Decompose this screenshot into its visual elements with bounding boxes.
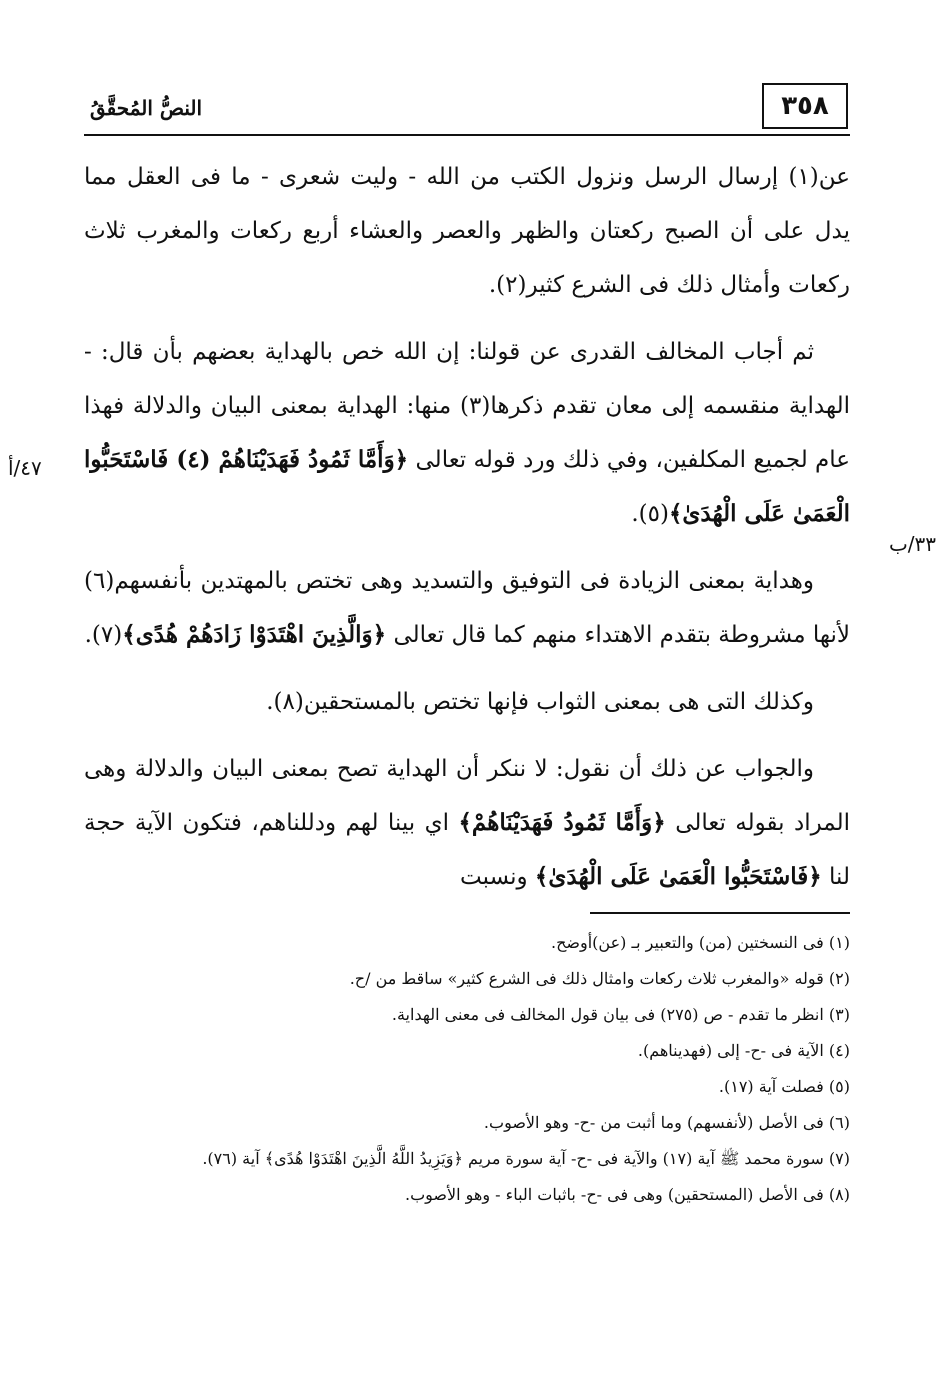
margin-note-right: ٣٣/ب xyxy=(888,532,936,556)
paragraph-text: والجواب عن ذلك أن نقول: لا ننكر أن الهداية تصح بمعنى البيان والدلالة وهى المراد بقوله تعالى xyxy=(84,756,851,836)
footnote-ref: (٧). xyxy=(84,622,123,648)
footnote-divider xyxy=(590,912,850,914)
footnote-ref: (٥). xyxy=(631,501,669,527)
footnote-1: (١) فى النسختين (من) والتعبير بـ (عن)أوضح. xyxy=(550,933,850,952)
margin-note-left: ٤٧/أ xyxy=(8,456,42,480)
paragraph-text: اي بينا لهم ودللناهم، فتكون الآية حجة لنا xyxy=(84,810,850,890)
footnote-3: (٣) انظر ما تقدم - ص (٢٧٥) فى بيان قول المخالف فى معنى الهداية. xyxy=(391,1005,850,1024)
header-divider xyxy=(84,134,850,136)
paragraph-text: وكذلك التى هى بمعنى الثواب فإنها تختص بالمستحقين(٨). xyxy=(266,689,814,715)
paragraph-text: ونسبت xyxy=(460,864,528,890)
footnote-8: (٨) فى الأصل (المستحقين) وهى فى -ح- باثبات الباء - وهو الأصوب. xyxy=(405,1185,850,1204)
footnote-5: (٥) فصلت آية (١٧). xyxy=(718,1077,850,1096)
quran-verse: ﴿وَأَمَّا ثَمُودُ فَهَدَيْنَاهُمْ (٤) فَاسْتَحَبُّوا الْعَمَىٰ عَلَى الْهُدَىٰ﴾ xyxy=(84,446,850,527)
footnote-2: (٢) قوله «والمغرب ثلاث ركعات وامثال ذلك فى الشرع كثير» ساقط من /ح. xyxy=(349,969,850,988)
paragraph-5 xyxy=(84,742,850,904)
paragraph-2 xyxy=(84,325,850,541)
footnotes xyxy=(84,925,850,1213)
running-title: النصُّ المُحقَّقُ xyxy=(90,96,203,120)
main-text xyxy=(84,150,850,917)
footnote-4: (٤) الآية فى -ح- إلى (فهديناهم). xyxy=(637,1041,850,1060)
page-number: ٣٥٨ xyxy=(762,83,848,129)
paragraph-3 xyxy=(84,554,850,662)
quran-verse: ﴿فَاسْتَحَبُّوا الْعَمَىٰ عَلَى الْهُدَىٰ﴾ xyxy=(534,863,822,890)
paragraph-text: وهداية بمعنى الزيادة فى التوفيق والتسديد وهى تختص بالمهتدين بأنفسهم(٦) لأنها مشروطة بتقدم الاهتداء منهم كما قال تعالى xyxy=(84,568,850,648)
paragraph-text: عن(١) إرسال الرسل ونزول الكتب من الله - وليت شعرى - ما فى العقل مما يدل على أن الصبح ركعتان والظهر والعصر والعشاء أربع ركعات والمغرب ثلاث ركعات وأمثال ذلك فى الشرع كثير(٢). xyxy=(84,164,850,298)
footnote-7: (٧) سورة محمد ﷺ آية (١٧) والآية فى -ح- آية سورة مريم ﴿وَيَزِيدُ اللَّهُ الَّذِينَ اهْتَدَوْا هُدًى﴾ آية (٧٦). xyxy=(202,1149,850,1168)
quran-verse: ﴿وَأَمَّا ثَمُودُ فَهَدَيْنَاهُمْ﴾ xyxy=(458,809,666,836)
paragraph-1 xyxy=(84,150,850,312)
paragraph-4 xyxy=(84,675,850,729)
quran-verse: ﴿وَالَّذِينَ اهْتَدَوْا زَادَهُمْ هُدًى﴾ xyxy=(122,621,387,648)
footnote-6: (٦) فى الأصل (لأنفسهم) وما أثبت من -ح- وهو الأصوب. xyxy=(483,1113,850,1132)
paragraph-text: ثم أجاب المخالف القدرى عن قولنا: إن الله خص بالهداية بعضهم بأن قال: - الهداية منقسمه إلى معان تقدم ذكرها(٣) منها: الهداية بمعنى البيان والدلالة فهذا عام لجميع المكلفين، وفي ذلك ورد قوله تعالى xyxy=(84,339,851,473)
